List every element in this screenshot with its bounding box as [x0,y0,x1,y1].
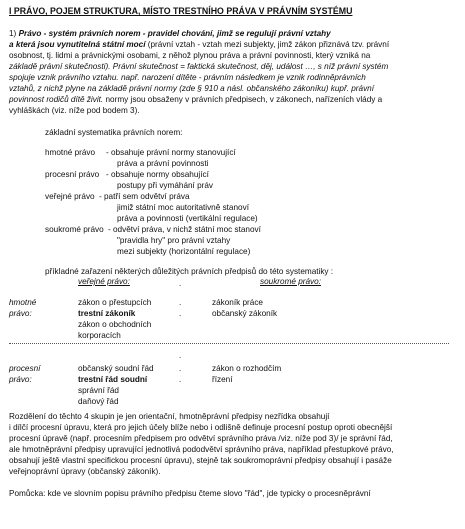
separator-dot: . [179,279,182,288]
hmotne-public-2: trestní zákoník [78,309,136,318]
soukrome-desc-1: - odvětví práva, v nichž státní moc stanoví [108,225,261,234]
procesni-label: procesní právo [45,170,100,179]
hmotne-private-2: občanský zákoník [212,309,278,318]
procesni-public-1: občanský soudní řád [78,364,154,373]
intro-line-1 [9,29,457,39]
soukrome-desc-2: "pravidla hry" pro právní vztahy [117,236,231,245]
intro-line-6: vztahů, z nichž plyne na základě právní normy (zde § 910 a násl. občanského zákoníku) kupř. právní [9,84,375,93]
closing-line-5: obsahují ještě vlastní specifickou procesní úpravu), stejně tak soukromoprávní předpisy obsahují i pasáže [9,456,392,465]
closing-line-1: Rozdělení do těchto 4 skupin je jen orientační, hmotněprávní předpisy nezřídka obsahují [9,412,330,421]
closing-line-6: veřejnoprávní úpravy (občanský zákoník). [9,467,161,476]
hmotne-row-label-1: hmotné [9,298,37,307]
separator-dot: . [179,298,182,307]
example-title: příkladné zařazení některých důležitých právních předpisů do této systematiky : [45,267,334,276]
procesni-private-1: zákon o rozhodčím [212,364,282,373]
intro-definition-cont: a která jsou vynutitelná státní mocí [9,40,146,49]
intro-number: 1) [9,29,19,38]
separator-dot: . [179,351,182,360]
procesni-public-4: daňový řád [78,397,119,406]
hmotne-private-1: zákoník práce [212,298,263,307]
verejne-desc-2: jimiž státní moc autoritativně stanoví [117,203,249,212]
hmotne-row-label-2: právo: [9,309,32,318]
separator-dot: . [179,375,182,384]
closing-line-2: i dílčí procesní úpravu, která pro jejich účely blíže nebo i odlišně definuje procesní postup oproti obecnější [9,423,393,432]
hmotne-public-3: zákon o obchodních [78,320,152,329]
procesni-public-3: správní řád [78,386,119,395]
page-heading: I PRÁVO, POJEM STRUKTURA, MÍSTO TRESTNÍHO PRÁVA V PRÁVNÍM SYSTÉMU [9,6,353,16]
intro-line-5: spojuje vznik právního vztahu. např. narození dítěte - právním následkem je vznik rodinněprávních [9,73,366,82]
intro-line-8: vyhláškách (viz. níže pod bodem 3). [9,106,140,115]
procesni-row-label-1: procesní [9,364,41,373]
intro-line-7-rest: normy jsou obsaženy v právních předpisech, v zákonech, nařízeních vlády a [103,95,383,104]
hmotne-label: hmotné právo [45,148,96,157]
intro-line-3: osobnost, tj. lidmi a právnickými osobami, z něhož plynou práva a právní povinnosti, který vzniká na [9,51,371,60]
procesni-public-2: trestní řád soudní [78,375,148,384]
intro-line-7-italic: povinnost rodičů dítě živit. [9,95,104,104]
procesni-desc-1: - obsahuje normy obsahující [106,170,209,179]
hmotne-desc-2: práva a právní povinnosti [117,159,209,168]
section-divider [9,343,449,344]
intro-line-4: základě právní skutečnosti). Právní skutečnost = faktická skutečnost, děj, událost …, s níž právní systém [9,62,389,71]
intro-definition: Právo - systém právních norem - pravidel chování, jimž se regulují právní vztahy [18,29,331,38]
closing-line-4: ale hmotněprávní předpisy upravující jednotlivá pododvětví správního práva, například přestupkové právo, [9,445,394,454]
col-public-header: veřejné právo: [78,277,130,286]
closing-line-3: procesní úpravě (např. procesním předpisem pro odvětví správního práva /viz. níže pod 3)/ je správní řád, [9,434,393,443]
separator-dot: . [179,309,182,318]
soukrome-label: soukromé právo [45,225,104,234]
hmotne-desc-1: - obsahuje právní normy stanovující [106,148,236,157]
intro-line-2-rest: (právní vztah - vztah mezi subjekty, jimž zákon přiznává tzv. právní [145,40,390,49]
procesni-row-label-2: právo: [9,375,32,384]
procesni-desc-2: postupy při vymáhání práv [117,181,214,190]
verejne-desc-3: práva a povinnosti (vertikální regulace) [117,214,258,223]
hmotne-public-1: zákon o přestupcích [78,298,152,307]
intro-line-7 [9,95,457,105]
verejne-desc-1: - patří sem odvětví práva [99,192,190,201]
procesni-private-2: řízení [212,375,233,384]
verejne-label: veřejné právo [45,192,95,201]
hmotne-public-4: korporacích [78,331,121,340]
systematics-title: základní systematika právních norem: [45,128,183,137]
soukrome-desc-3: mezi subjekty (horizontální regulace) [117,247,251,256]
col-private-header: soukromé právo: [260,277,321,286]
closing-note: Pomůcka: kde ve slovním popisu právního předpisu čteme slovo "řád", jde typicky o procesněprávní [9,489,371,498]
intro-line-2 [9,40,457,50]
separator-dot: . [179,364,182,373]
